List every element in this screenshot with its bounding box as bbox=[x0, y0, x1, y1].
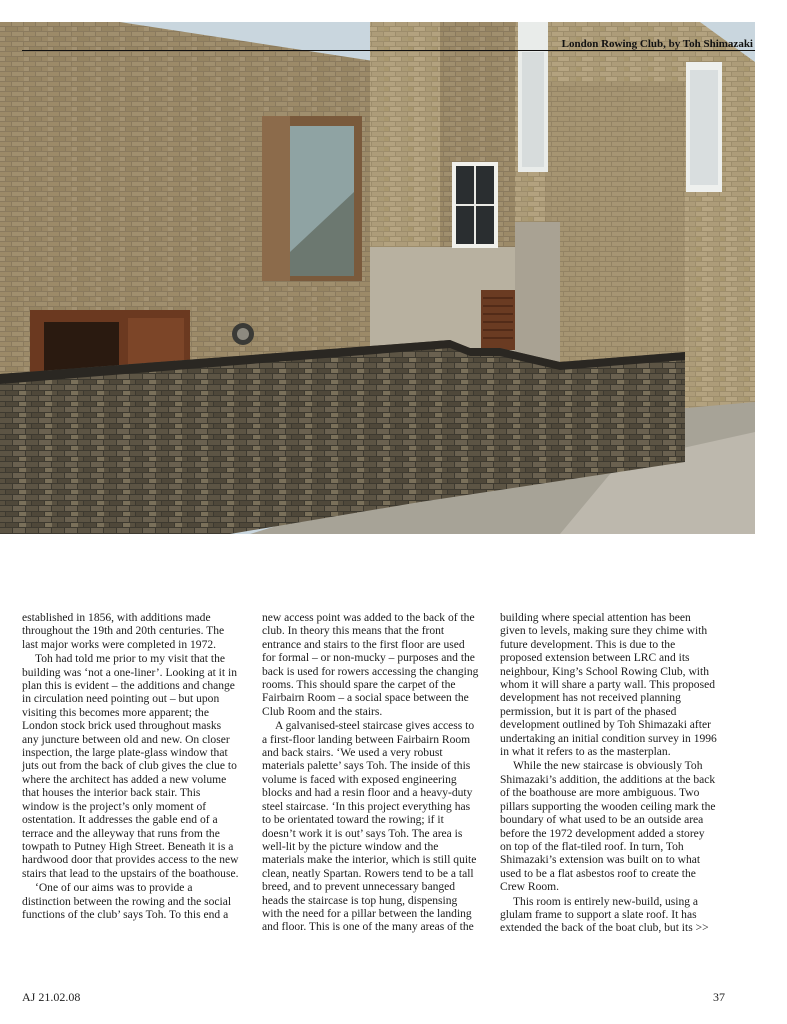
paragraph: A galvanised-steel staircase gives access to a first-floor landing between Fairbairn Room and back stairs. ‘We used a very robust materials palette’ says Toh. The inside of this volume is faced with exposed engineering blocks and had a resin floor and a heavy-duty steel staircase. ‘In this project everything has to be orientated toward the rowing; if it doesn’t work it is out’ says Toh. The area is well-lit by the picture window and the materials make the interior, which is still quite clean, neatly Spartan. Rowers tend to be a tall breed, and to prevent unnecessary banged heads the staircase is top hung, dispensing with the need for a pillar between the landing and floor. This is one of the many areas of the bbox=[262, 720, 477, 934]
running-head: London Rowing Club, by Toh Shimazaki bbox=[561, 38, 753, 50]
paragraph: new access point was added to the back of the club. In theory this means that the front entrance and stairs to the first floor are used for formal – or non-mucky – purposes and the back is used for rowers accessing the changing rooms. This should spare the carpet of the Fairbairn Room – a social space between the Club Room and the stairs. bbox=[262, 612, 479, 718]
article-column-3 bbox=[500, 612, 718, 936]
building-photo bbox=[0, 22, 755, 534]
paragraph: established in 1856, with additions made throughout the 19th and 20th centuries. The last major works were completed in 1972. bbox=[22, 612, 225, 651]
paragraph: This room is entirely new-build, using a glulam frame to support a slate roof. It has extended the back of the boat club, but its >> bbox=[500, 895, 709, 935]
article-column-1 bbox=[22, 612, 240, 922]
photo-illustration bbox=[0, 22, 755, 534]
paragraph: ‘One of our aims was to provide a distinction between the rowing and the social functions of the club’ says Toh. To this end a bbox=[22, 882, 232, 921]
article-column-2 bbox=[262, 612, 480, 935]
paragraph: building where special attention has been given to levels, making sure they chime with future development. This is due to the proposed extension between LRC and its neighbour, King’s School Rowing Club, with whom it will share a party wall. This proposed development has not received planning permission, but it is part of the phased development outlined by Toh Shimazaki after undertaking an initial condition survey in 1996 in what it refers to as the masterplan. bbox=[500, 612, 717, 759]
issue-date: AJ 21.02.08 bbox=[22, 990, 81, 1004]
paragraph: Toh had told me prior to my visit that the building was ‘not a one-liner’. Looking at it in plan this is evident – the additions and change in circulation need pointing out – but upon visiting this becomes more apparent; the London stock brick used throughout masks any juncture between old and new. On closer inspection, the large plate-glass window that juts out from the back of club gives the clue to where the architect has added a new volume that houses the interior back stair. This window is the project’s only moment of ostentation. It addresses the gable end of a terrace and the alleyway that runs from the towpath to Putney High Street. Beneath it is a hardwood door that provides access to the new stairs that lead to the upstairs of the boathouse. bbox=[22, 653, 239, 880]
paragraph: While the new staircase is obviously Toh Shimazaki’s addition, the additions at the back of the boathouse are more ambiguous. Two pillars supporting the wooden ceiling mark the boundary of what used to be an outside area before the 1972 development added a storey on top of the flat-tiled roof. In turn, Toh Shimazaki’s extension was built on to what used to be a flat asbestos roof to create the Crew Room. bbox=[500, 760, 716, 894]
header-rule bbox=[22, 50, 755, 51]
page-number: 37 bbox=[713, 990, 725, 1004]
